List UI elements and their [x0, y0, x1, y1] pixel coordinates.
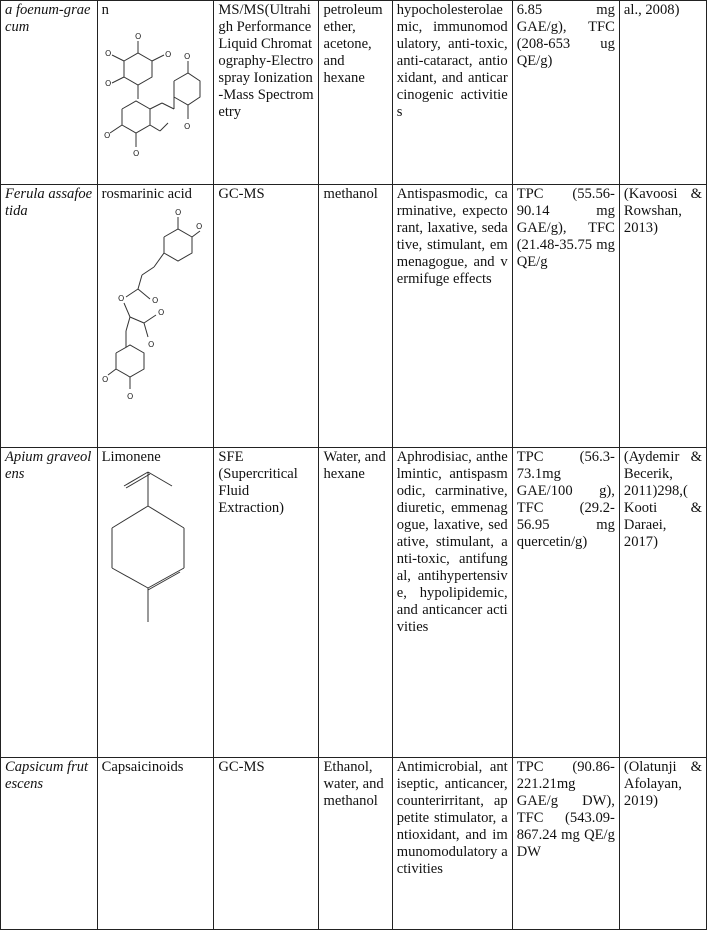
reference-cell: al., 2008) [619, 1, 706, 185]
oxygen-label: O [134, 32, 141, 41]
solvent-cell: Ethanol, water, and methanol [319, 758, 392, 930]
activity-cell: Antispasmodic, carminative, expectorant, laxative, sedative, stimulant, emmenagogue, and vermifuge effects [392, 185, 512, 448]
plant-name-cell: Apium graveolens [1, 448, 98, 758]
oxygen-label: O [195, 222, 202, 231]
oxygen-label: O [147, 340, 154, 349]
oxygen-label: O [174, 208, 181, 217]
compound-cell [97, 185, 214, 448]
oxygen-label: O [151, 296, 158, 305]
solvent-cell: methanol [319, 185, 392, 448]
method-cell: MS/MS(Ultrahigh Performance Liquid Chromatography-Electrospray Ionization-Mass Spectrometry [214, 1, 319, 185]
oxygen-label: O [164, 50, 171, 59]
content-cell: TPC (55.56-90.14 mg GAE/g), TFC (21.48-35.75 mg QE/g [512, 185, 619, 448]
rosmarinic-acid-structure-icon [102, 207, 202, 412]
compound-cell: Capsaicinoids [97, 758, 214, 930]
plant-name-cell: Capsicum frutescens [1, 758, 98, 930]
content-cell: 6.85 mg GAE/g), TFC (208-653 ug QE/g) [512, 1, 619, 185]
reference-cell: (Kavoosi & Rowshan, 2013) [619, 185, 706, 448]
content-cell: TPC (56.3-73.1mg GAE/100 g), TFC (29.2-56.95 mg quercetin/g) [512, 448, 619, 758]
oxygen-label: O [104, 49, 111, 58]
method-cell: SFE (Supercritical Fluid Extraction) [214, 448, 319, 758]
compound-cell [97, 448, 214, 758]
plant-name-cell: Ferula assafoetida [1, 185, 98, 448]
oxygen-label: O [117, 294, 124, 303]
compound-name: n [101, 2, 109, 18]
oxygen-label: O [183, 122, 190, 131]
oxygen-label: O [183, 52, 190, 61]
reference-cell: (Aydemir & Becerik, 2011)298,( Kooti & Daraei, 2017) [619, 448, 706, 758]
oxygen-label: O [103, 131, 110, 140]
solvent-cell: Water, and hexane [319, 448, 392, 758]
method-cell: GC-MS [214, 758, 319, 930]
solvent-cell: petroleum ether, acetone, and hexane [319, 1, 392, 185]
oxygen-label: O [104, 79, 111, 88]
oxygen-label: O [101, 375, 108, 384]
method-cell: GC-MS [214, 185, 319, 448]
activity-cell: hypocholesterolaemic, immunomodulatory, anti-toxic, anti-cataract, antioxidant, and anticarcinogenic activities [392, 1, 512, 185]
plant-name-cell: a foenum-graecum [1, 1, 98, 185]
activity-cell: Antimicrobial, antiseptic, anticancer, counterirritant, appetite stimulator, antioxidant, and immunomodulatory activities [392, 758, 512, 930]
table-row [1, 185, 707, 448]
activity-cell: Aphrodisiac, anthelmintic, antispasmodic, carminative, diuretic, emmenagogue, laxative, sedative, stimulant, anti-toxic, antifungal, antihypertensive, hypolipidemic, and anticancer activities [392, 448, 512, 758]
table-row [1, 758, 707, 930]
oligosaccharide-structure-icon [102, 23, 202, 173]
oxygen-label: O [126, 392, 133, 401]
compound-cell [97, 1, 214, 185]
reference-cell: (Olatunji & Afolayan, 2019) [619, 758, 706, 930]
limonene-structure-icon [102, 470, 202, 640]
oxygen-label: O [157, 308, 164, 317]
compound-name: Limonene [101, 449, 161, 465]
content-cell: TPC (90.86-221.21mg GAE/g DW), TFC (543.09-867.24 mg QE/g DW [512, 758, 619, 930]
compound-name: rosmarinic acid [101, 186, 192, 202]
oxygen-label: O [132, 149, 139, 158]
table-row [1, 1, 707, 185]
table-row [1, 448, 707, 758]
